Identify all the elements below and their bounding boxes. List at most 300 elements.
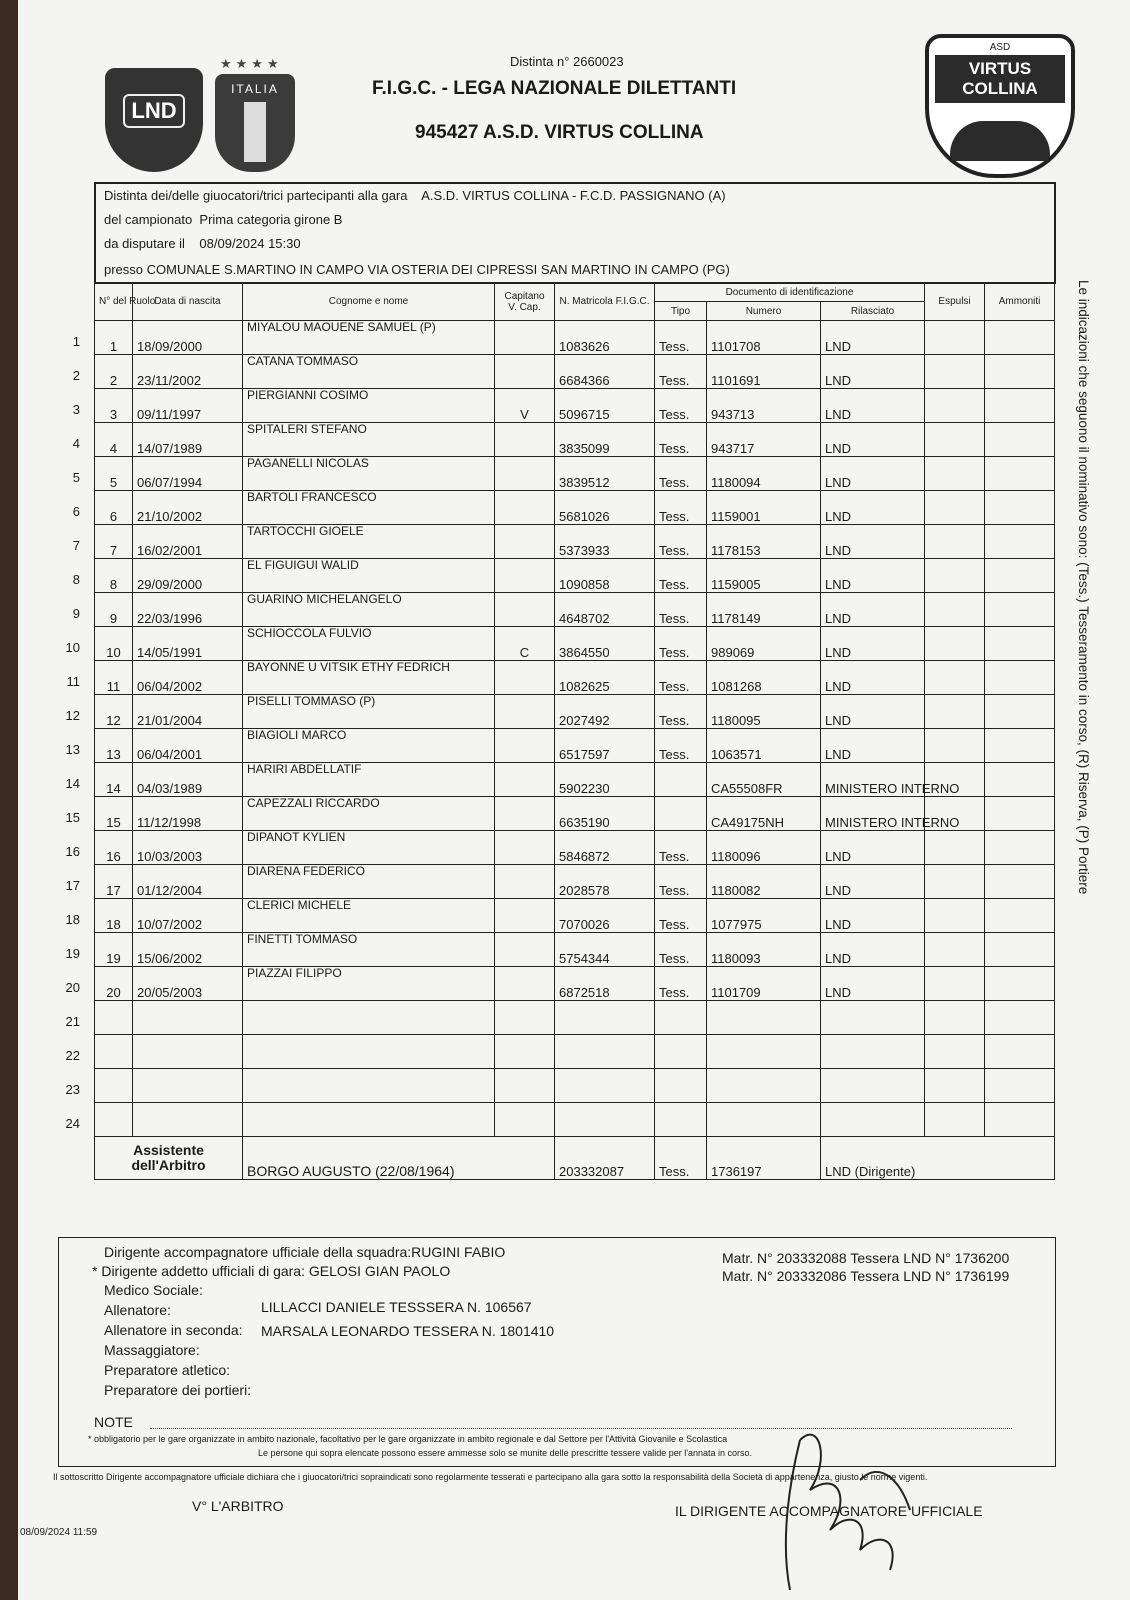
cell-esp <box>925 423 985 457</box>
row-number: 16 <box>65 844 80 859</box>
dirigente-matricola: Matr. N° 203332088 Tessera LND N° 1736200 <box>722 1250 1010 1266</box>
col-documento: Documento di identificazione <box>655 283 925 302</box>
row-number: 7 <box>72 538 80 553</box>
cell-tipo: Tess. <box>655 389 707 423</box>
cell-ruolo: 15 <box>95 797 133 831</box>
table-row <box>95 831 1055 865</box>
medico-label: Medico Sociale: <box>104 1282 203 1298</box>
cell-rilasciato: LND <box>821 627 925 661</box>
gara-label: Distinta dei/delle giuocatori/trici partecipanti alla gara <box>104 188 408 203</box>
cell-rilasciato: MINISTERO INTERNO <box>821 763 925 797</box>
cell-ruolo: 8 <box>95 559 133 593</box>
cell-nome: GUARINO MICHELANGELO <box>243 593 495 627</box>
cell-cap <box>495 967 555 1001</box>
table-row <box>95 1001 1055 1035</box>
assistant-label: Assistente dell'Arbitro <box>95 1137 243 1180</box>
cell-nome <box>243 1103 495 1137</box>
cell-matricola: 6517597 <box>555 729 655 763</box>
dirigente-label: Dirigente accompagnatore ufficiale della squadra: <box>104 1244 412 1260</box>
table-row <box>95 525 1055 559</box>
cell-esp <box>925 661 985 695</box>
row-number: 2 <box>72 368 80 383</box>
cell-amm <box>985 457 1055 491</box>
cell-nascita: 14/05/1991 <box>133 627 243 661</box>
addetto-line <box>92 1263 450 1279</box>
massaggiatore-label: Massaggiatore: <box>104 1342 200 1358</box>
table-row <box>95 865 1055 899</box>
cell-amm <box>985 865 1055 899</box>
cell-amm <box>985 1069 1055 1103</box>
cell-numero: 1159001 <box>707 491 821 525</box>
cell-ruolo <box>95 1001 133 1035</box>
cell-esp <box>925 1103 985 1137</box>
cell-amm <box>985 389 1055 423</box>
italia-logo <box>215 74 295 172</box>
cell-matricola: 6684366 <box>555 355 655 389</box>
cell-nascita: 21/10/2002 <box>133 491 243 525</box>
cell-ruolo: 14 <box>95 763 133 797</box>
cell-matricola: 5373933 <box>555 525 655 559</box>
cell-ruolo: 2 <box>95 355 133 389</box>
cell-cap <box>495 525 555 559</box>
cell-ruolo: 9 <box>95 593 133 627</box>
club-logo-hill <box>950 121 1050 161</box>
row-number: 3 <box>72 402 80 417</box>
cell-matricola: 2027492 <box>555 695 655 729</box>
cell-numero <box>707 1001 821 1035</box>
cell-ruolo: 6 <box>95 491 133 525</box>
signature-scribble <box>760 1420 960 1600</box>
cell-nascita: 20/05/2003 <box>133 967 243 1001</box>
row-number: 6 <box>72 504 80 519</box>
italia-stripe <box>244 102 266 162</box>
table-row <box>95 593 1055 627</box>
table-row <box>95 321 1055 355</box>
cell-tipo: Tess. <box>655 729 707 763</box>
cell-nascita: 06/04/2001 <box>133 729 243 763</box>
cell-nascita: 29/09/2000 <box>133 559 243 593</box>
col-espulsi: Espulsi <box>925 283 985 321</box>
cell-cap <box>495 355 555 389</box>
cell-cap <box>495 1103 555 1137</box>
cell-ruolo: 17 <box>95 865 133 899</box>
cell-nascita <box>133 1103 243 1137</box>
dirigente-line <box>104 1244 505 1260</box>
cell-cap: V <box>495 389 555 423</box>
cell-ruolo <box>95 1069 133 1103</box>
table-row <box>95 559 1055 593</box>
col-capitano: Capitano V. Cap. <box>495 283 555 321</box>
cell-numero: 1180093 <box>707 933 821 967</box>
cell-numero: 1180096 <box>707 831 821 865</box>
cell-rilasciato: LND <box>821 389 925 423</box>
cell-tipo: Tess. <box>655 899 707 933</box>
cell-cap: C <box>495 627 555 661</box>
cell-tipo: Tess. <box>655 457 707 491</box>
cell-esp <box>925 627 985 661</box>
row-number: 21 <box>65 1014 80 1029</box>
cell-numero: 1180095 <box>707 695 821 729</box>
side-note <box>1075 280 1095 930</box>
table-row <box>95 389 1055 423</box>
presso-value: COMUNALE S.MARTINO IN CAMPO VIA OSTERIA DEI CIPRESSI SAN MARTINO IN CAMPO (PG) <box>146 262 730 277</box>
note-label: NOTE <box>94 1414 133 1430</box>
cell-amm <box>985 423 1055 457</box>
table-row <box>95 729 1055 763</box>
campionato-label: del campionato <box>104 212 193 227</box>
org-title: F.I.G.C. - LEGA NAZIONALE DILETTANTI <box>372 78 737 99</box>
cell-esp <box>925 831 985 865</box>
cell-ruolo: 10 <box>95 627 133 661</box>
row-number: 18 <box>65 912 80 927</box>
cell-esp <box>925 457 985 491</box>
cell-matricola: 5681026 <box>555 491 655 525</box>
cell-tipo: Tess. <box>655 525 707 559</box>
row-number: 11 <box>66 674 80 689</box>
cell-rilasciato <box>821 1069 925 1103</box>
cell-numero: 1101709 <box>707 967 821 1001</box>
row-number: 8 <box>72 572 80 587</box>
cell-numero <box>707 1035 821 1069</box>
cell-rilasciato: LND <box>821 355 925 389</box>
cell-matricola: 3864550 <box>555 627 655 661</box>
cell-nascita: 06/04/2002 <box>133 661 243 695</box>
table-row <box>95 1069 1055 1103</box>
cell-rilasciato <box>821 1035 925 1069</box>
cell-tipo: Tess. <box>655 593 707 627</box>
cell-tipo <box>655 797 707 831</box>
cell-cap <box>495 491 555 525</box>
col-matricola: N. Matricola F.I.G.C. <box>555 283 655 321</box>
cell-matricola <box>555 1069 655 1103</box>
cell-nome: SCHIOCCOLA FULVIO <box>243 627 495 661</box>
dirigente-value: RUGINI FABIO <box>411 1244 506 1260</box>
row-number: 9 <box>72 606 80 621</box>
assistant-name: BORGO AUGUSTO (22/08/1964) <box>243 1137 555 1180</box>
cell-nascita: 21/01/2004 <box>133 695 243 729</box>
cell-matricola: 5846872 <box>555 831 655 865</box>
table-row <box>95 899 1055 933</box>
cell-nome: PIAZZAI FILIPPO <box>243 967 495 1001</box>
assistant-tipo: Tess. <box>655 1137 707 1180</box>
cell-amm <box>985 729 1055 763</box>
presso-label: presso <box>104 262 144 277</box>
col-tipo: Tipo <box>655 302 707 321</box>
cell-cap <box>495 661 555 695</box>
cell-ruolo: 13 <box>95 729 133 763</box>
cell-nascita: 16/02/2001 <box>133 525 243 559</box>
table-row <box>95 797 1055 831</box>
addetto-label: * Dirigente addetto ufficiali di gara: <box>92 1263 305 1279</box>
assistant-matricola: 203332087 <box>555 1137 655 1180</box>
lnd-logo-text: LND <box>123 94 184 128</box>
cell-nome: BAYONNE U VITSIK ETHY FEDRICH <box>243 661 495 695</box>
cell-nascita: 23/11/2002 <box>133 355 243 389</box>
gara-line <box>104 188 726 203</box>
cell-tipo: Tess. <box>655 933 707 967</box>
table-row <box>95 423 1055 457</box>
cell-numero: 1178153 <box>707 525 821 559</box>
cell-numero: 1101691 <box>707 355 821 389</box>
cell-nome: CATANA TOMMASO <box>243 355 495 389</box>
cell-amm <box>985 933 1055 967</box>
portieri-label: Preparatore dei portieri: <box>104 1382 252 1398</box>
table-row <box>95 967 1055 1001</box>
cell-rilasciato: LND <box>821 933 925 967</box>
cell-matricola: 7070026 <box>555 899 655 933</box>
row-number: 15 <box>65 810 80 825</box>
cell-nascita: 18/09/2000 <box>133 321 243 355</box>
cell-nome: CAPEZZALI RICCARDO <box>243 797 495 831</box>
cell-matricola: 5902230 <box>555 763 655 797</box>
cell-rilasciato: LND <box>821 423 925 457</box>
cell-matricola: 6635190 <box>555 797 655 831</box>
row-number: 23 <box>65 1082 80 1097</box>
italia-stars: ★★★★ <box>220 56 283 71</box>
cell-esp <box>925 389 985 423</box>
cell-cap <box>495 1035 555 1069</box>
cell-tipo: Tess. <box>655 865 707 899</box>
col-nome: Cognome e nome <box>243 283 495 321</box>
cell-numero: 943717 <box>707 423 821 457</box>
cell-ruolo <box>95 1103 133 1137</box>
cell-amm <box>985 899 1055 933</box>
cell-esp <box>925 355 985 389</box>
club-logo-name: VIRTUS COLLINA <box>935 55 1065 103</box>
cell-esp <box>925 899 985 933</box>
cell-esp <box>925 933 985 967</box>
cell-rilasciato: LND <box>821 491 925 525</box>
cell-matricola: 2028578 <box>555 865 655 899</box>
cell-tipo: Tess. <box>655 661 707 695</box>
cell-ruolo: 20 <box>95 967 133 1001</box>
cell-nome: FINETTI TOMMASO <box>243 933 495 967</box>
col-ruolo: N° del Ruolo <box>95 283 133 321</box>
col-rilasciato: Rilasciato <box>821 302 925 321</box>
cell-cap <box>495 423 555 457</box>
cell-rilasciato: LND <box>821 525 925 559</box>
cell-ruolo: 1 <box>95 321 133 355</box>
cell-ruolo: 12 <box>95 695 133 729</box>
cell-nome: CLERICI MICHELE <box>243 899 495 933</box>
cell-nome <box>243 1035 495 1069</box>
row-number: 12 <box>65 708 80 723</box>
cell-numero: 1101708 <box>707 321 821 355</box>
cell-nascita: 01/12/2004 <box>133 865 243 899</box>
cell-nascita: 06/07/1994 <box>133 457 243 491</box>
cell-rilasciato: LND <box>821 967 925 1001</box>
presso-line <box>104 262 730 277</box>
cell-amm <box>985 797 1055 831</box>
cell-ruolo: 19 <box>95 933 133 967</box>
cell-rilasciato: LND <box>821 559 925 593</box>
cell-esp <box>925 559 985 593</box>
distinta-number: Distinta n° 2660023 <box>510 54 624 69</box>
cell-matricola <box>555 1035 655 1069</box>
data-value: 08/09/2024 15:30 <box>199 236 301 251</box>
cell-amm <box>985 967 1055 1001</box>
lnd-logo <box>105 68 203 172</box>
cell-amm <box>985 661 1055 695</box>
cell-tipo <box>655 1035 707 1069</box>
cell-amm <box>985 525 1055 559</box>
cell-nome: DIARENA FEDERICO <box>243 865 495 899</box>
cell-cap <box>495 321 555 355</box>
cell-nome: MIYALOU MAOUENE SAMUEL (P) <box>243 321 495 355</box>
cell-ruolo <box>95 1035 133 1069</box>
cell-cap <box>495 1069 555 1103</box>
cell-ruolo: 16 <box>95 831 133 865</box>
cell-amm <box>985 321 1055 355</box>
cell-numero: 1178149 <box>707 593 821 627</box>
addetto-value: GELOSI GIAN PAOLO <box>308 1263 451 1279</box>
row-number: 4 <box>72 436 80 451</box>
cell-rilasciato: LND <box>821 593 925 627</box>
cell-rilasciato: MINISTERO INTERNO <box>821 797 925 831</box>
allenatore-value: LILLACCI DANIELE TESSSERA N. 106567 <box>261 1299 532 1315</box>
cell-matricola <box>555 1103 655 1137</box>
cell-matricola: 4648702 <box>555 593 655 627</box>
cell-nascita <box>133 1001 243 1035</box>
cell-numero: 943713 <box>707 389 821 423</box>
assistant-row <box>95 1137 1055 1180</box>
seconda-value: MARSALA LEONARDO TESSERA N. 1801410 <box>261 1323 555 1339</box>
player-table <box>94 282 1055 1180</box>
table-row <box>95 763 1055 797</box>
row-number: 19 <box>65 946 80 961</box>
cell-nome <box>243 1001 495 1035</box>
data-line <box>104 236 301 251</box>
cell-rilasciato: LND <box>821 865 925 899</box>
cell-cap <box>495 865 555 899</box>
cell-nascita: 10/07/2002 <box>133 899 243 933</box>
club-logo-asd: ASD <box>989 42 1011 53</box>
table-row <box>95 491 1055 525</box>
table-row <box>95 1103 1055 1137</box>
atletico-label: Preparatore atletico: <box>104 1362 231 1378</box>
cell-ruolo: 3 <box>95 389 133 423</box>
cell-nascita <box>133 1035 243 1069</box>
cell-numero: 989069 <box>707 627 821 661</box>
cell-nascita: 22/03/1996 <box>133 593 243 627</box>
cell-tipo: Tess. <box>655 491 707 525</box>
cell-amm <box>985 593 1055 627</box>
cell-cap <box>495 797 555 831</box>
cell-nascita: 09/11/1997 <box>133 389 243 423</box>
cell-numero: 1180082 <box>707 865 821 899</box>
cell-rilasciato: LND <box>821 729 925 763</box>
cell-rilasciato: LND <box>821 695 925 729</box>
table-row <box>95 661 1055 695</box>
cell-matricola: 5754344 <box>555 933 655 967</box>
cell-tipo: Tess. <box>655 355 707 389</box>
table-row <box>95 457 1055 491</box>
side-note-text: Le indicazioni che seguono il nominativo sono: (Tess.) Tesseramento in corso, (R) Riserva, (P) Portiere <box>1076 280 1091 895</box>
cell-tipo: Tess. <box>655 695 707 729</box>
cell-ruolo: 4 <box>95 423 133 457</box>
cell-tipo: Tess. <box>655 967 707 1001</box>
cell-nome: BIAGIOLI MARCO <box>243 729 495 763</box>
cell-nome: DIPANOT KYLIEN <box>243 831 495 865</box>
club-title: 945427 A.S.D. VIRTUS COLLINA <box>415 122 704 143</box>
cell-esp <box>925 491 985 525</box>
cell-cap <box>495 831 555 865</box>
table-row <box>95 933 1055 967</box>
cell-cap <box>495 695 555 729</box>
cell-numero: CA55508FR <box>707 763 821 797</box>
cell-esp <box>925 525 985 559</box>
cell-cap <box>495 559 555 593</box>
cell-amm <box>985 1035 1055 1069</box>
assistant-section <box>95 1137 1055 1180</box>
cell-ruolo: 11 <box>95 661 133 695</box>
col-ammoniti: Ammoniti <box>985 283 1055 321</box>
col-nascita: Data di nascita <box>133 283 243 321</box>
cell-numero <box>707 1069 821 1103</box>
cell-amm <box>985 355 1055 389</box>
cell-numero: 1159005 <box>707 559 821 593</box>
row-number: 1 <box>72 334 80 349</box>
table-row <box>95 627 1055 661</box>
cell-matricola: 1090858 <box>555 559 655 593</box>
row-number: 17 <box>65 878 80 893</box>
cell-tipo: Tess. <box>655 423 707 457</box>
cell-cap <box>495 763 555 797</box>
cell-nome: TARTOCCHI GIOELE <box>243 525 495 559</box>
cell-esp <box>925 1001 985 1035</box>
cell-esp <box>925 865 985 899</box>
data-label: da disputare il <box>104 236 185 251</box>
cell-rilasciato <box>821 1001 925 1035</box>
cell-amm <box>985 1103 1055 1137</box>
cell-ruolo: 5 <box>95 457 133 491</box>
row-number: 10 <box>65 640 80 655</box>
cell-nome: EL FIGUIGUI WALID <box>243 559 495 593</box>
cell-amm <box>985 627 1055 661</box>
cell-cap <box>495 593 555 627</box>
cell-esp <box>925 695 985 729</box>
row-number: 20 <box>65 980 80 995</box>
cell-rilasciato: LND <box>821 899 925 933</box>
persone-note: Le persone qui sopra elencate possono essere ammesse solo se munite delle prescritte tessere valide per l'annata in corso. <box>258 1448 752 1458</box>
cell-nascita <box>133 1069 243 1103</box>
cell-cap <box>495 933 555 967</box>
assistant-rilasciato: LND (Dirigente) <box>821 1137 1055 1180</box>
seconda-label: Allenatore in seconda: <box>104 1322 243 1338</box>
cell-cap <box>495 457 555 491</box>
cell-esp <box>925 729 985 763</box>
arbitro-signature-label: V° L'ARBITRO <box>192 1498 284 1514</box>
cell-matricola: 6872518 <box>555 967 655 1001</box>
cell-esp <box>925 321 985 355</box>
cell-nascita: 14/07/1989 <box>133 423 243 457</box>
cell-rilasciato: LND <box>821 661 925 695</box>
print-timestamp: 08/09/2024 11:59 <box>20 1527 98 1538</box>
cell-numero: 1081268 <box>707 661 821 695</box>
cell-nascita: 10/03/2003 <box>133 831 243 865</box>
assistant-numero: 1736197 <box>707 1137 821 1180</box>
row-number: 5 <box>72 470 80 485</box>
obbligatorio-note: * obbligatorio per le gare organizzate in ambito nazionale, facoltativo per le gare organizzate in ambito regionale e dal Settore per l'Attività Giovanile e Scolastica <box>88 1434 728 1444</box>
cell-tipo: Tess. <box>655 559 707 593</box>
cell-matricola: 3835099 <box>555 423 655 457</box>
cell-matricola: 5096715 <box>555 389 655 423</box>
cell-tipo <box>655 763 707 797</box>
cell-matricola: 3839512 <box>555 457 655 491</box>
dirigente-signature-label: IL DIRIGENTE ACCOMPAGNATORE UFFICIALE <box>675 1503 983 1519</box>
col-numero: Numero <box>707 302 821 321</box>
cell-cap <box>495 899 555 933</box>
